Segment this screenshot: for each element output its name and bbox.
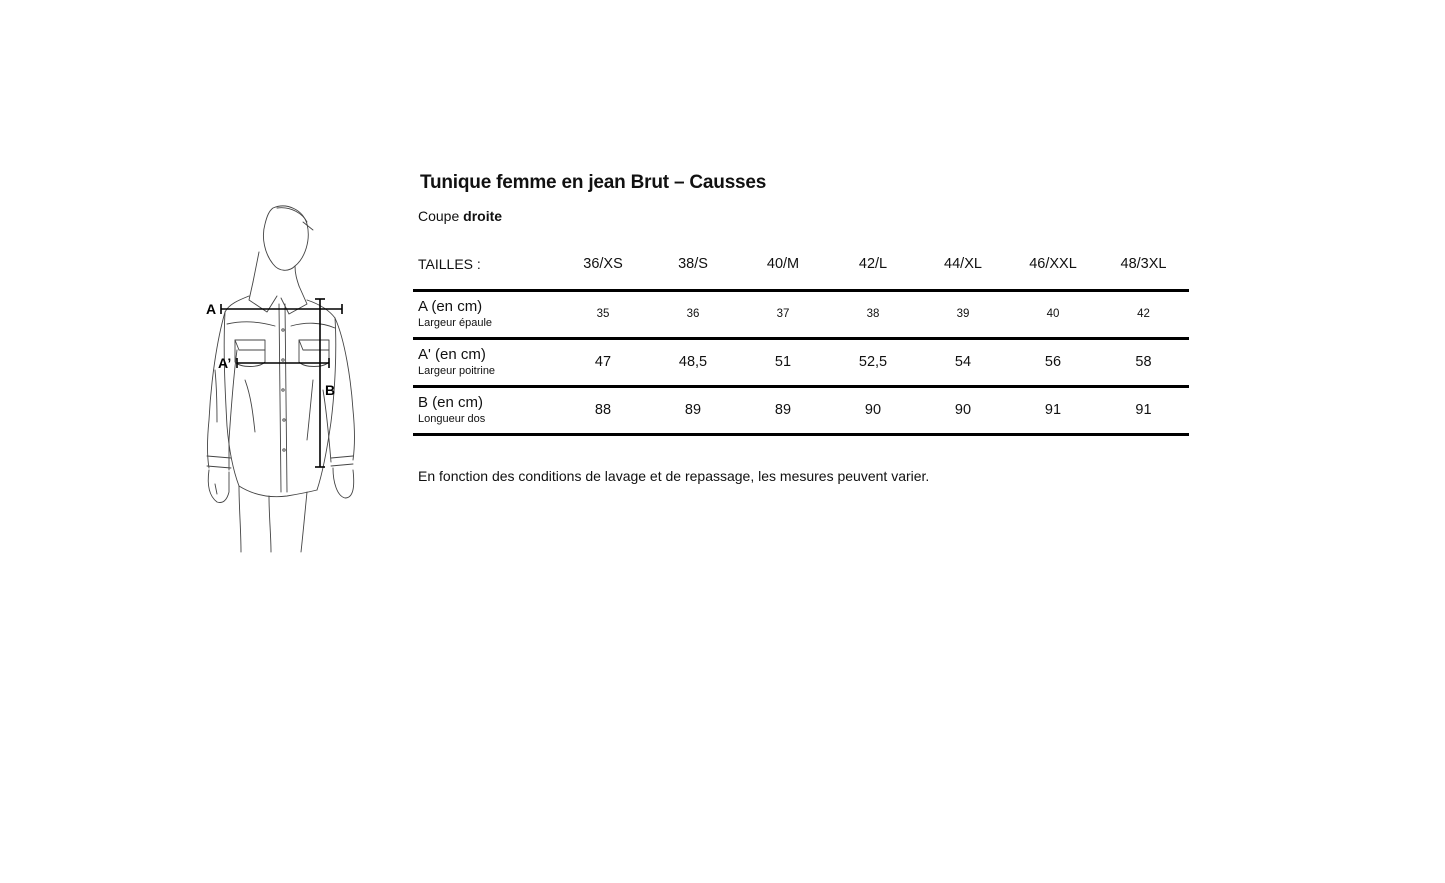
table-cell: 56 — [1008, 338, 1098, 386]
table-cell: 37 — [738, 290, 828, 338]
size-header: 38/S — [648, 240, 738, 290]
row-label — [413, 386, 558, 434]
table-cell: 91 — [1008, 386, 1098, 434]
label-a: A — [206, 301, 217, 317]
size-header: 48/3XL — [1098, 240, 1189, 290]
row-name: A (en cm) — [418, 298, 483, 315]
table-cell: 90 — [828, 386, 918, 434]
subtitle-prefix: Coupe — [418, 208, 460, 224]
row-name: A' (en cm) — [418, 346, 486, 363]
table-cell: 89 — [648, 386, 738, 434]
table-cell: 91 — [1098, 386, 1189, 434]
subtitle-fit: droite — [463, 208, 503, 224]
row-name: B (en cm) — [418, 394, 484, 411]
product-title: Tunique femme en jean Brut – Causses — [420, 172, 767, 193]
table-cell: 47 — [558, 338, 648, 386]
table-cell: 54 — [918, 338, 1008, 386]
table-cell: 35 — [558, 290, 648, 338]
table-row — [413, 386, 1189, 434]
table-cell: 88 — [558, 386, 648, 434]
size-header: 40/M — [738, 240, 828, 290]
table-row — [413, 338, 1189, 386]
table-cell: 40 — [1008, 290, 1098, 338]
size-header: 44/XL — [918, 240, 1008, 290]
table-cell: 38 — [828, 290, 918, 338]
table-cell: 58 — [1098, 338, 1189, 386]
row-description: Largeur épaule — [418, 317, 493, 329]
shirt-figure-sketch — [195, 200, 365, 560]
size-header-row — [413, 240, 1189, 290]
table-cell: 89 — [738, 386, 828, 434]
size-header: 36/XS — [558, 240, 648, 290]
table-cell: 52,5 — [828, 338, 918, 386]
row-label — [413, 290, 558, 338]
table-cell: 90 — [918, 386, 1008, 434]
sizes-label: TAILLES : — [413, 240, 558, 290]
size-table — [413, 240, 1189, 436]
row-label — [413, 338, 558, 386]
label-b: B — [325, 382, 336, 398]
table-cell: 42 — [1098, 290, 1189, 338]
label-a-prime: A’ — [218, 355, 232, 371]
table-cell: 36 — [648, 290, 738, 338]
table-cell: 39 — [918, 290, 1008, 338]
table-row — [413, 290, 1189, 338]
product-subtitle — [418, 208, 502, 224]
row-description: Largeur poitrine — [418, 365, 496, 377]
size-header: 46/XXL — [1008, 240, 1098, 290]
washing-note: En fonction des conditions de lavage et de repassage, les mesures peuvent varier. — [418, 468, 930, 484]
table-cell: 48,5 — [648, 338, 738, 386]
row-description: Longueur dos — [418, 413, 486, 425]
table-cell: 51 — [738, 338, 828, 386]
size-header: 42/L — [828, 240, 918, 290]
